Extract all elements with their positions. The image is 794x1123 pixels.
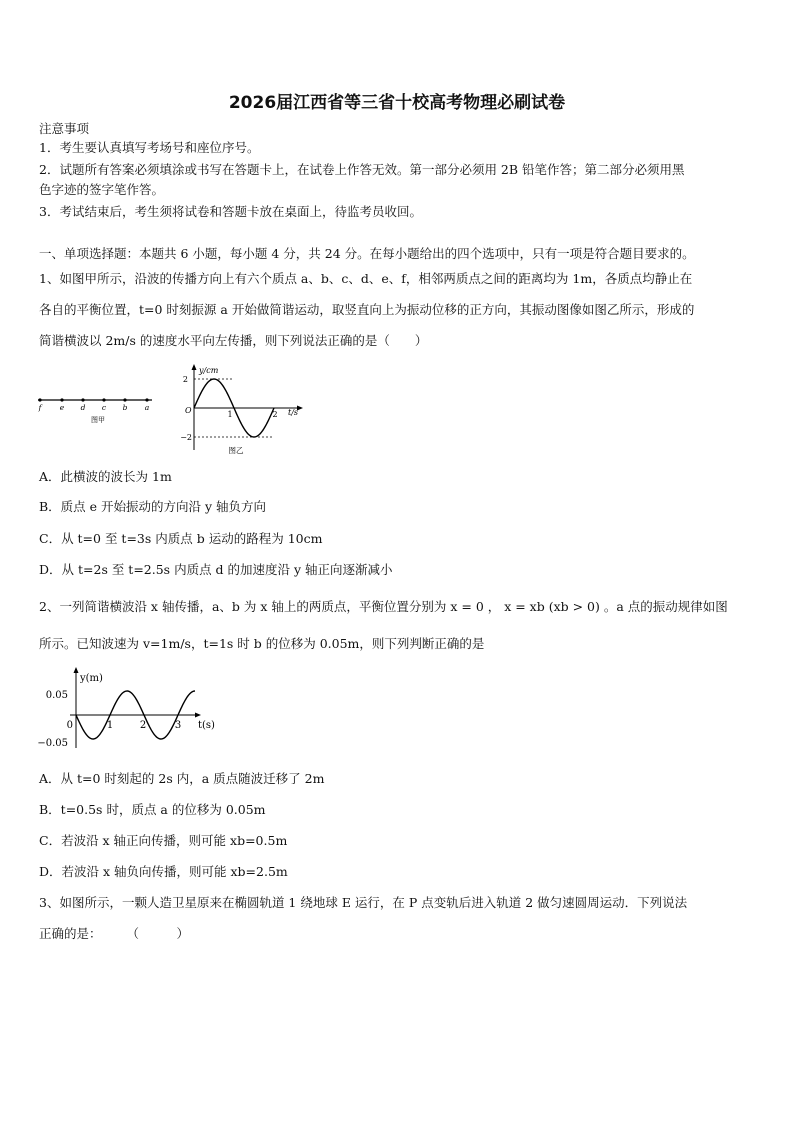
origin-label: 0 bbox=[66, 720, 73, 731]
q1-option-a: A．此横波的波长为 1m bbox=[39, 469, 172, 484]
y-axis-arrow bbox=[192, 364, 197, 370]
fig-jia-caption: 图甲 bbox=[91, 416, 105, 424]
point-label-c: c bbox=[101, 403, 107, 412]
point-dot bbox=[60, 398, 63, 401]
q1-option-b: B．质点 e 开始振动的方向沿 y 轴负方向 bbox=[39, 499, 267, 514]
q2-figure bbox=[34, 664, 224, 756]
y-tick-pos: 0.05 bbox=[45, 690, 68, 701]
fig-yi-caption: 图乙 bbox=[228, 446, 244, 455]
q1-text-line-1: 1、如图甲所示，沿波的传播方向上有六个质点 a、b、c、d、e、f，相邻两质点之间的距离均为 1m，各质点均静止在 bbox=[39, 271, 693, 286]
point-label-b: b bbox=[122, 403, 128, 412]
point-dot bbox=[145, 398, 148, 401]
q1-text-line-3: 简谐横波以 2m/s 的速度水平向左传播，则下列说法正确的是（ ） bbox=[39, 333, 428, 348]
notice-item-1: 1．考生要认真填写考场号和座位序号。 bbox=[39, 140, 260, 155]
notice-heading: 注意事项 bbox=[39, 121, 90, 136]
y-tick-neg: −0.05 bbox=[37, 738, 68, 749]
q2-text-line-2: 所示。已知波速为 v=1m/s，t=1s 时 b 的位移为 0.05m，则下列判断正确的是 bbox=[39, 636, 485, 651]
y-axis-label: y/cm bbox=[199, 366, 219, 375]
y-axis-label: y(m) bbox=[80, 673, 103, 684]
x-axis-label: t(s) bbox=[198, 720, 215, 731]
q1-text-line-2: 各自的平衡位置，t=0 时刻振源 a 开始做简谐运动，取竖直向上为振动位移的正方向，其振动图像如图乙所示，形成的 bbox=[39, 302, 695, 317]
x-tick-2: 2 bbox=[272, 410, 278, 419]
point-dot bbox=[38, 398, 41, 401]
origin-label: O bbox=[185, 406, 192, 415]
point-label-a: a bbox=[144, 403, 150, 412]
q2-option-a: A．从 t=0 时刻起的 2s 内，a 质点随波迁移了 2m bbox=[39, 771, 325, 786]
notice-item-2: 2．试题所有答案必须填涂或书写在答题卡上，在试卷上作答无效。第一部分必须用 2B 铅笔作答；第二部分必须用黑 bbox=[39, 162, 685, 177]
q3-text-line-1: 3、如图所示，一颗人造卫星原来在椭圆轨道 1 绕地球 E 运行，在 P 点变轨后进入轨道 2 做匀速圆周运动．下列说法 bbox=[39, 895, 688, 910]
notice-item-2-cont: 色字迹的签字笔作答。 bbox=[39, 182, 165, 197]
q1-figure-yi bbox=[178, 362, 308, 462]
page-title: 2026届江西省等三省十校高考物理必刷试卷 bbox=[228, 93, 566, 113]
y-axis-arrow bbox=[74, 667, 79, 673]
section-heading: 一、单项选择题：本题共 6 小题，每小题 4 分，共 24 分。在每小题给出的四个选项中，只有一项是符合题目要求的。 bbox=[39, 246, 695, 261]
point-label-e: e bbox=[59, 403, 65, 412]
point-label-f: f bbox=[38, 403, 42, 412]
y-tick-2: 2 bbox=[182, 375, 188, 384]
q1-figure-jia bbox=[34, 392, 158, 430]
point-dot bbox=[102, 398, 105, 401]
q1-option-d: D．从 t=2s 至 t=2.5s 内质点 d 的加速度沿 y 轴正向逐渐减小 bbox=[39, 562, 393, 577]
x-axis-label: t/s bbox=[288, 408, 299, 417]
q2-text-line-1: 2、一列简谐横波沿 x 轴传播，a、b 为 x 轴上的两质点，平衡位置分别为 x = 0 ， x = xb (xb > 0) 。a 点的振动规律如图 bbox=[39, 599, 728, 614]
point-label-d: d bbox=[80, 403, 86, 412]
point-dot bbox=[81, 398, 84, 401]
q3-text-line-2: 正确的是： （ ） bbox=[39, 926, 190, 941]
q2-option-d: D．若波沿 x 轴负向传播，则可能 xb=2.5m bbox=[39, 864, 288, 879]
x-tick-2: 2 bbox=[139, 720, 147, 731]
q1-option-c: C．从 t=0 至 t=3s 内质点 b 运动的路程为 10cm bbox=[39, 531, 323, 546]
x-tick-1: 1 bbox=[227, 410, 233, 419]
q2-option-c: C．若波沿 x 轴正向传播，则可能 xb=0.5m bbox=[39, 833, 288, 848]
point-dot bbox=[123, 398, 126, 401]
y-tick-neg2: −2 bbox=[180, 433, 192, 442]
x-tick-1: 1 bbox=[106, 720, 114, 731]
q2-option-b: B．t=0.5s 时，质点 a 的位移为 0.05m bbox=[39, 802, 266, 817]
notice-item-3: 3．考试结束后，考生须将试卷和答题卡放在桌面上，待监考员收回。 bbox=[39, 204, 422, 219]
x-axis-arrow bbox=[195, 713, 201, 718]
x-tick-3: 3 bbox=[174, 720, 182, 731]
